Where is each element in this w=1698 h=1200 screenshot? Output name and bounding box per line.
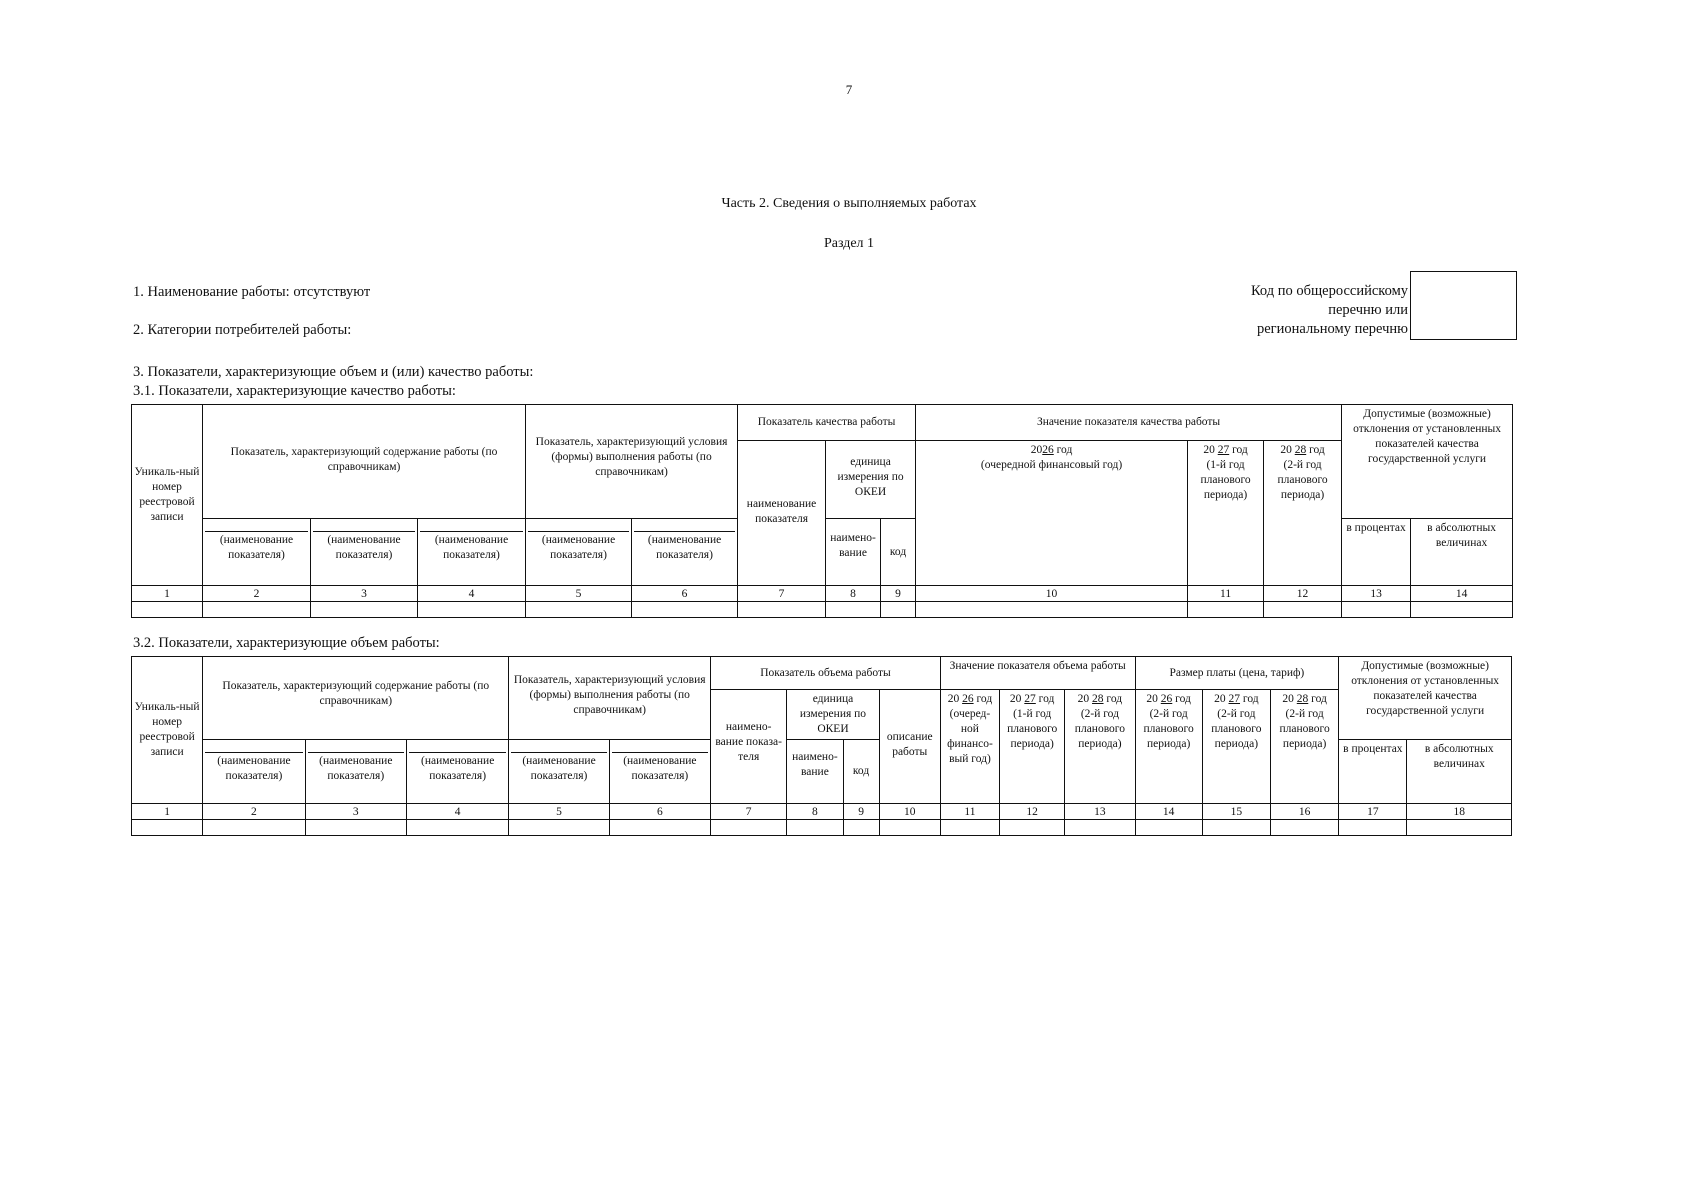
year-number: 28: [1296, 693, 1309, 705]
data-cell[interactable]: [711, 820, 787, 836]
fee-year-3-description: (2-й год планового периода): [1279, 708, 1330, 750]
header-deviation: Допустимые (возможные) отклонения от установленных показателей качества государственной услуги: [1342, 405, 1513, 519]
sub-indicator-name: [509, 740, 609, 804]
column-number: 7: [711, 804, 787, 820]
quality-indicators-table: [131, 404, 1513, 618]
sub-deviation-percent: в процентах: [1339, 740, 1407, 804]
year-prefix: 20: [1009, 693, 1022, 705]
column-number: 4: [406, 804, 508, 820]
quality-indicators-heading: 3.1. Показатели, характеризующие качество работы:: [133, 383, 456, 399]
sub-indicator-name-text: (наименование показателя): [313, 531, 415, 563]
sub-unit-code: код: [843, 740, 879, 804]
header-content-indicator-text: Показатель, характеризующий содержание работы (по справочникам): [230, 446, 498, 473]
data-cell[interactable]: [406, 820, 508, 836]
registry-code-label: [1150, 282, 1408, 339]
data-cell[interactable]: [940, 820, 999, 836]
column-number: 11: [1188, 586, 1264, 602]
header-deviation: Допустимые (возможные) отклонения от установленных показателей качества государственной услуги: [1339, 657, 1512, 740]
section-title: Раздел 1: [823, 236, 875, 251]
data-cell[interactable]: [632, 602, 738, 618]
data-cell[interactable]: [203, 820, 305, 836]
fee-year-2-description: (2-й год планового периода): [1211, 708, 1262, 750]
data-cell[interactable]: [203, 602, 311, 618]
volume-indicators-heading: 3.2. Показатели, характеризующие объем работы:: [133, 635, 440, 651]
sub-deviation-absolute: в абсолютных величинах: [1411, 519, 1513, 586]
sub-indicator-name-text: (наименование показателя): [308, 752, 404, 784]
value-year-2-description: (1-й год планового периода): [1007, 708, 1058, 750]
year-3-description: (2-й год планового периода): [1277, 459, 1328, 501]
header-value-year-1: [940, 690, 999, 804]
sub-indicator-name: [609, 740, 710, 804]
column-number: 1: [132, 804, 203, 820]
header-work-description-text: описание работы: [886, 731, 933, 758]
column-number: 3: [305, 804, 406, 820]
column-number: 13: [1342, 586, 1411, 602]
year-prefix: 20: [1280, 444, 1292, 456]
registry-code-label-line: Код по общероссийскому: [1250, 283, 1408, 299]
year-number: 26: [1160, 693, 1173, 705]
volume-indicators-table: [131, 656, 1512, 836]
year-number: 26: [1042, 444, 1054, 456]
data-cell[interactable]: [132, 820, 203, 836]
header-quality-indicator: Показатель качества работы: [738, 405, 916, 441]
data-cell[interactable]: [509, 820, 609, 836]
header-indicator-name-text: наимено-вание показа-теля: [715, 721, 782, 763]
data-cell[interactable]: [132, 602, 203, 618]
year-suffix: год: [1175, 693, 1191, 705]
column-number: 5: [526, 586, 632, 602]
column-number: 11: [940, 804, 999, 820]
data-cell[interactable]: [916, 602, 1188, 618]
year-suffix: год: [976, 693, 993, 705]
column-number-row: [132, 804, 1512, 820]
year-suffix: год: [1106, 693, 1123, 705]
data-cell[interactable]: [881, 602, 916, 618]
year-prefix: 20: [1203, 444, 1215, 456]
sub-indicator-name-text: (наименование показателя): [409, 752, 506, 784]
data-cell[interactable]: [1264, 602, 1342, 618]
header-year-1: [916, 441, 1188, 586]
data-cell[interactable]: [879, 820, 940, 836]
data-cell[interactable]: [1188, 602, 1264, 618]
sub-indicator-name: [311, 519, 418, 586]
header-volume-value: Значение показателя объема работы: [940, 657, 1135, 690]
value-year-2-label: [1010, 693, 1054, 705]
sub-indicator-name: [632, 519, 738, 586]
year-prefix: 20: [1146, 693, 1158, 705]
sub-indicator-name-text: (наименование показателя): [205, 752, 302, 784]
data-cell[interactable]: [1202, 820, 1270, 836]
data-cell[interactable]: [1270, 820, 1338, 836]
year-2-label: [1203, 444, 1247, 456]
header-indicator-name: [738, 441, 826, 586]
sub-indicator-name: [526, 519, 632, 586]
header-content-indicator: [203, 405, 526, 519]
header-quality-value: Значение показателя качества работы: [916, 405, 1342, 441]
column-number: 9: [881, 586, 916, 602]
column-number: 12: [1000, 804, 1065, 820]
column-number-row: [132, 586, 1513, 602]
year-prefix: 20: [947, 693, 960, 705]
data-cell[interactable]: [418, 602, 526, 618]
sub-indicator-name-text: (наименование показателя): [612, 752, 708, 784]
sub-indicator-name-text: (наименование показателя): [205, 531, 308, 563]
header-value-year-3: [1065, 690, 1135, 804]
column-number: 14: [1411, 586, 1513, 602]
column-number: 9: [843, 804, 879, 820]
data-cell[interactable]: [305, 820, 406, 836]
header-conditions-indicator-text: Показатель, характеризующий условия (формы) выполнения работы (по справочникам): [513, 674, 706, 716]
table-row: [132, 602, 1513, 618]
year-suffix: год: [1242, 693, 1259, 705]
year-suffix: год: [1311, 693, 1327, 705]
column-number: 6: [632, 586, 738, 602]
header-year-3: [1264, 441, 1342, 586]
indicators-heading: 3. Показатели, характеризующие объем и (или) качество работы:: [133, 364, 534, 380]
data-cell[interactable]: [738, 602, 826, 618]
column-number: 14: [1135, 804, 1202, 820]
column-number: 15: [1202, 804, 1270, 820]
header-fee-year-3: [1270, 690, 1338, 804]
column-number: 7: [738, 586, 826, 602]
header-content-indicator: [203, 657, 509, 740]
column-number: 5: [509, 804, 609, 820]
header-fee-year-2: [1202, 690, 1270, 804]
column-number: 12: [1264, 586, 1342, 602]
registry-code-label-line: перечню или: [1328, 302, 1408, 318]
year-suffix: год: [1038, 693, 1055, 705]
year-prefix: 20: [1030, 444, 1043, 456]
sub-indicator-name: [203, 519, 311, 586]
value-year-3-description: (2-й год планового периода): [1074, 708, 1125, 750]
sub-indicator-name-text: (наименование показателя): [511, 752, 606, 784]
year-3-label: [1280, 444, 1324, 456]
column-number: 16: [1270, 804, 1338, 820]
header-unique-number: Уникаль-ный номер реестровой записи: [132, 657, 203, 804]
header-unit-okei: [826, 441, 916, 519]
data-cell[interactable]: [1407, 820, 1512, 836]
header-fee: Размер платы (цена, тариф): [1135, 657, 1339, 690]
sub-indicator-name: [305, 740, 406, 804]
sub-indicator-name: [203, 740, 305, 804]
header-indicator-name: [711, 690, 787, 804]
fee-year-1-description: (2-й год планового периода): [1143, 708, 1194, 750]
header-fee-year-1: [1135, 690, 1202, 804]
header-volume-indicator: Показатель объема работы: [711, 657, 941, 690]
year-2-description: (1-й год планового периода): [1200, 459, 1251, 501]
column-number: 18: [1407, 804, 1512, 820]
year-number: 27: [1024, 693, 1036, 705]
header-conditions-indicator: [509, 657, 711, 740]
fee-year-1-label: [1146, 693, 1190, 705]
column-number: 2: [203, 586, 311, 602]
header-content-indicator-text: Показатель, характеризующий содержание работы (по справочникам): [222, 680, 490, 707]
registry-code-box[interactable]: [1410, 271, 1517, 340]
column-number: 13: [1065, 804, 1135, 820]
column-number: 17: [1339, 804, 1407, 820]
year-number: 26: [962, 693, 974, 705]
year-number: 27: [1217, 444, 1230, 456]
column-number: 8: [787, 804, 843, 820]
sub-unit-code: код: [881, 519, 916, 586]
data-cell[interactable]: [1339, 820, 1407, 836]
year-prefix: 20: [1214, 693, 1226, 705]
header-year-2: [1188, 441, 1264, 586]
year-1-description: (очередной финансовый год): [980, 459, 1123, 471]
column-number: 8: [826, 586, 881, 602]
column-number: 1: [132, 586, 203, 602]
data-cell[interactable]: [1342, 602, 1411, 618]
value-year-1-description: (очеред-ной финансо-вый год): [947, 708, 993, 765]
registry-code-label-line: региональному перечню: [1256, 321, 1408, 337]
year-number: 28: [1092, 693, 1104, 705]
column-number: 3: [311, 586, 418, 602]
header-unit-okei-text: единица измерения по ОКЕИ: [837, 456, 904, 498]
fee-year-3-label: [1282, 693, 1326, 705]
table-row: [132, 820, 1512, 836]
data-cell[interactable]: [526, 602, 632, 618]
value-year-3-label: [1078, 693, 1122, 705]
column-number: 2: [203, 804, 305, 820]
sub-unit-name: наимено-вание: [787, 740, 843, 804]
sub-deviation-percent: в процентах: [1342, 519, 1411, 586]
consumer-categories-line: 2. Категории потребителей работы:: [133, 322, 352, 338]
year-suffix: год: [1232, 444, 1248, 456]
page-number: 7: [845, 82, 853, 97]
data-cell[interactable]: [843, 820, 879, 836]
fee-year-2-label: [1214, 693, 1258, 705]
sub-indicator-name-text: (наименование показателя): [634, 531, 735, 563]
header-conditions-indicator-text: Показатель, характеризующий условия (формы) выполнения работы (по справочникам): [535, 436, 728, 478]
data-cell[interactable]: [787, 820, 843, 836]
header-value-year-2: [1000, 690, 1065, 804]
sub-indicator-name: [406, 740, 508, 804]
data-cell[interactable]: [609, 820, 710, 836]
year-prefix: 20: [1282, 693, 1294, 705]
value-year-1-label: [948, 693, 992, 705]
column-number: 10: [879, 804, 940, 820]
sub-deviation-absolute: в абсолютных величинах: [1407, 740, 1512, 804]
year-1-label: [1031, 444, 1073, 456]
header-work-description: [879, 690, 940, 804]
year-number: 27: [1228, 693, 1241, 705]
data-cell[interactable]: [1065, 820, 1135, 836]
sub-indicator-name-text: (наименование показателя): [528, 531, 629, 563]
header-conditions-indicator: [526, 405, 738, 519]
sub-unit-name: наимено-вание: [826, 519, 881, 586]
column-number: 4: [418, 586, 526, 602]
year-prefix: 20: [1077, 693, 1090, 705]
part-title: Часть 2. Сведения о выполняемых работах: [721, 196, 977, 211]
data-cell[interactable]: [1411, 602, 1513, 618]
data-cell[interactable]: [1135, 820, 1202, 836]
year-suffix: год: [1056, 444, 1073, 456]
sub-indicator-name: [418, 519, 526, 586]
year-number: 28: [1294, 444, 1307, 456]
year-suffix: год: [1309, 444, 1325, 456]
data-cell[interactable]: [311, 602, 418, 618]
column-number: 10: [916, 586, 1188, 602]
header-indicator-name-text: наименование показателя: [746, 498, 817, 525]
sub-indicator-name-text: (наименование показателя): [420, 531, 523, 563]
work-name-line: 1. Наименование работы: отсутствуют: [133, 284, 371, 300]
data-cell[interactable]: [826, 602, 881, 618]
column-number: 6: [609, 804, 710, 820]
data-cell[interactable]: [1000, 820, 1065, 836]
header-unique-number: Уникаль-ный номер реестровой записи: [132, 405, 203, 586]
header-unit-okei: единица измерения по ОКЕИ: [787, 690, 879, 740]
